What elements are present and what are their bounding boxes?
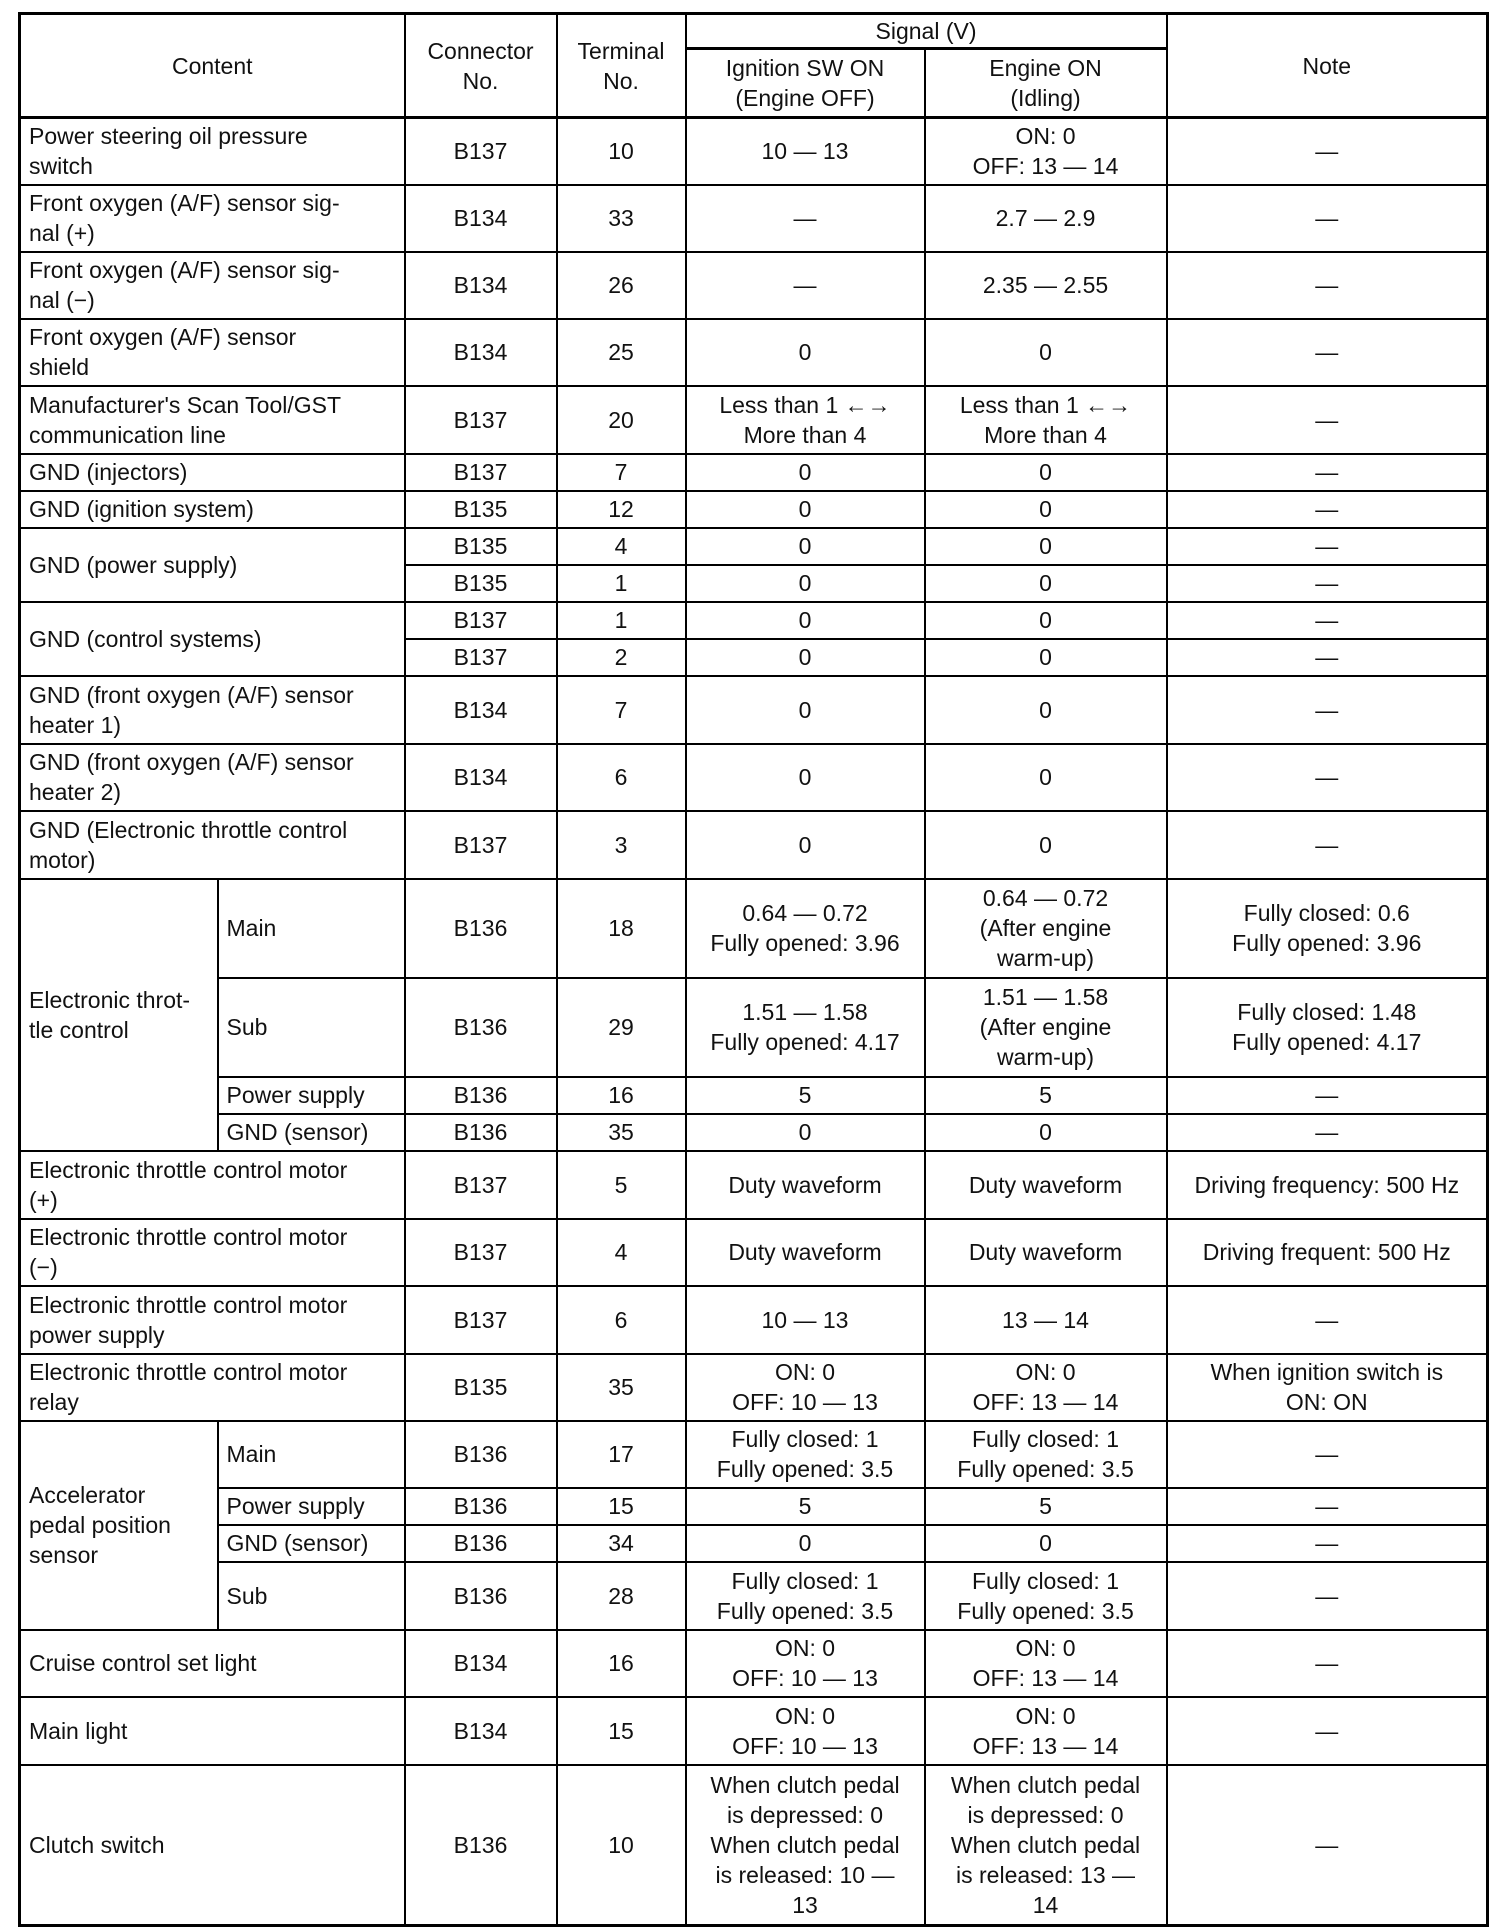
connector-cell: B137 — [405, 1219, 557, 1286]
terminal-cell: 6 — [557, 1286, 686, 1354]
connector-cell: B136 — [405, 1488, 557, 1525]
table-row — [20, 319, 1488, 386]
header-connector: Connector No. — [405, 14, 557, 118]
terminal-cell: 7 — [557, 454, 686, 491]
engine-signal-cell: Less than 1 ←→ More than 4 — [925, 386, 1167, 454]
content-cell: GND (front oxygen (A/F) sensor heater 1) — [20, 676, 405, 744]
header-note: Note — [1167, 14, 1488, 118]
note-cell: — — [1167, 1114, 1488, 1151]
engine-signal-cell: ON: 0 OFF: 13 — 14 — [925, 118, 1167, 185]
table-row — [20, 491, 1488, 528]
content-cell: Clutch switch — [20, 1765, 405, 1926]
ignition-signal-cell: 0 — [686, 811, 925, 879]
signal-table — [18, 12, 1489, 1927]
engine-signal-cell: Duty waveform — [925, 1151, 1167, 1219]
note-cell: Fully closed: 1.48 Fully opened: 4.17 — [1167, 978, 1488, 1077]
table-row — [20, 811, 1488, 879]
sub-content-cell: Main — [218, 1421, 405, 1488]
engine-signal-cell: 5 — [925, 1077, 1167, 1114]
engine-signal-cell: 0 — [925, 676, 1167, 744]
table-row — [20, 252, 1488, 319]
terminal-cell: 7 — [557, 676, 686, 744]
table-row — [20, 1525, 1488, 1562]
terminal-cell: 4 — [557, 528, 686, 565]
terminal-cell: 16 — [557, 1077, 686, 1114]
engine-signal-cell: 2.35 — 2.55 — [925, 252, 1167, 319]
ignition-signal-cell: Fully closed: 1 Fully opened: 3.5 — [686, 1421, 925, 1488]
note-cell: — — [1167, 1525, 1488, 1562]
note-cell: Fully closed: 0.6 Fully opened: 3.96 — [1167, 879, 1488, 978]
table-row — [20, 1697, 1488, 1765]
terminal-cell: 29 — [557, 978, 686, 1077]
ignition-signal-cell: 0 — [686, 491, 925, 528]
ignition-signal-cell: 0 — [686, 565, 925, 602]
ignition-signal-cell: 0 — [686, 639, 925, 676]
table-row — [20, 1077, 1488, 1114]
table-row — [20, 879, 1488, 978]
table-row — [20, 386, 1488, 454]
engine-signal-cell: 5 — [925, 1488, 1167, 1525]
table-row — [20, 1630, 1488, 1697]
ignition-signal-cell: 0.64 — 0.72 Fully opened: 3.96 — [686, 879, 925, 978]
ignition-signal-cell: 0 — [686, 454, 925, 491]
connector-cell: B135 — [405, 565, 557, 602]
table-row — [20, 1114, 1488, 1151]
table-row — [20, 1765, 1488, 1926]
content-cell: GND (Electronic throttle control motor) — [20, 811, 405, 879]
connector-cell: B135 — [405, 528, 557, 565]
content-cell: Cruise control set light — [20, 1630, 405, 1697]
terminal-cell: 12 — [557, 491, 686, 528]
table-row — [20, 118, 1488, 185]
engine-signal-cell: When clutch pedal is depressed: 0 When clutch pedal is released: 13 — 14 — [925, 1765, 1167, 1926]
connector-cell: B136 — [405, 978, 557, 1077]
terminal-cell: 4 — [557, 1219, 686, 1286]
note-cell: — — [1167, 1765, 1488, 1926]
terminal-cell: 5 — [557, 1151, 686, 1219]
table-row — [20, 1151, 1488, 1219]
table-row — [20, 454, 1488, 491]
terminal-cell: 20 — [557, 386, 686, 454]
terminal-cell: 28 — [557, 1562, 686, 1630]
note-cell: — — [1167, 386, 1488, 454]
terminal-cell: 34 — [557, 1525, 686, 1562]
engine-signal-cell: ON: 0 OFF: 13 — 14 — [925, 1630, 1167, 1697]
connector-cell: B136 — [405, 1525, 557, 1562]
table-row — [20, 978, 1488, 1077]
engine-signal-cell: 0 — [925, 639, 1167, 676]
sub-content-cell: Sub — [218, 978, 405, 1077]
note-cell: — — [1167, 1488, 1488, 1525]
terminal-cell: 10 — [557, 1765, 686, 1926]
ignition-signal-cell: — — [686, 252, 925, 319]
connector-cell: B135 — [405, 1354, 557, 1421]
content-cell: Electronic throttle control motor (+) — [20, 1151, 405, 1219]
engine-signal-cell: 0 — [925, 491, 1167, 528]
note-cell: — — [1167, 1077, 1488, 1114]
sub-content-cell: Main — [218, 879, 405, 978]
content-cell: Front oxygen (A/F) sensor sig- nal (+) — [20, 185, 405, 252]
terminal-cell: 15 — [557, 1697, 686, 1765]
note-cell: — — [1167, 1630, 1488, 1697]
table-row — [20, 1488, 1488, 1525]
ignition-signal-cell: Less than 1 ←→ More than 4 — [686, 386, 925, 454]
sub-content-cell: GND (sensor) — [218, 1114, 405, 1151]
note-cell: When ignition switch is ON: ON — [1167, 1354, 1488, 1421]
connector-cell: B134 — [405, 1697, 557, 1765]
note-cell: — — [1167, 528, 1488, 565]
engine-signal-cell: 0 — [925, 565, 1167, 602]
connector-cell: B137 — [405, 1286, 557, 1354]
terminal-cell: 17 — [557, 1421, 686, 1488]
table-body — [20, 118, 1488, 1926]
engine-signal-cell: 0 — [925, 602, 1167, 639]
connector-cell: B137 — [405, 454, 557, 491]
engine-signal-cell: Fully closed: 1 Fully opened: 3.5 — [925, 1421, 1167, 1488]
note-cell: — — [1167, 454, 1488, 491]
ignition-signal-cell: 0 — [686, 1114, 925, 1151]
engine-signal-cell: 0.64 — 0.72 (After engine warm-up) — [925, 879, 1167, 978]
terminal-cell: 26 — [557, 252, 686, 319]
note-cell: — — [1167, 565, 1488, 602]
ignition-signal-cell: Fully closed: 1 Fully opened: 3.5 — [686, 1562, 925, 1630]
terminal-cell: 33 — [557, 185, 686, 252]
content-cell: Electronic throttle control motor power supply — [20, 1286, 405, 1354]
note-cell: Driving frequent: 500 Hz — [1167, 1219, 1488, 1286]
terminal-cell: 6 — [557, 744, 686, 811]
connector-cell: B134 — [405, 185, 557, 252]
connector-cell: B136 — [405, 1077, 557, 1114]
table-row — [20, 602, 1488, 639]
note-cell: — — [1167, 1697, 1488, 1765]
table-row — [20, 676, 1488, 744]
header-engine-on: Engine ON (Idling) — [925, 49, 1167, 118]
connector-cell: B137 — [405, 386, 557, 454]
table-row — [20, 1562, 1488, 1630]
table-row — [20, 1421, 1488, 1488]
ignition-signal-cell: 0 — [686, 744, 925, 811]
connector-cell: B134 — [405, 676, 557, 744]
terminal-cell: 35 — [557, 1354, 686, 1421]
engine-signal-cell: ON: 0 OFF: 13 — 14 — [925, 1697, 1167, 1765]
content-cell: GND (injectors) — [20, 454, 405, 491]
engine-signal-cell: 0 — [925, 454, 1167, 491]
engine-signal-cell: 1.51 — 1.58 (After engine warm-up) — [925, 978, 1167, 1077]
connector-cell: B134 — [405, 744, 557, 811]
table-row — [20, 744, 1488, 811]
group-content-cell: Electronic throt- tle control — [20, 879, 218, 1151]
ignition-signal-cell: 5 — [686, 1077, 925, 1114]
table-row — [20, 1286, 1488, 1354]
connector-cell: B136 — [405, 879, 557, 978]
content-cell: Electronic throttle control motor (−) — [20, 1219, 405, 1286]
connector-cell: B134 — [405, 319, 557, 386]
note-cell: — — [1167, 1421, 1488, 1488]
ignition-signal-cell: 1.51 — 1.58 Fully opened: 4.17 — [686, 978, 925, 1077]
engine-signal-cell: 0 — [925, 1525, 1167, 1562]
table-row — [20, 528, 1488, 565]
table-row — [20, 1219, 1488, 1286]
content-cell: GND (ignition system) — [20, 491, 405, 528]
content-cell: GND (front oxygen (A/F) sensor heater 2) — [20, 744, 405, 811]
note-cell: Driving frequency: 500 Hz — [1167, 1151, 1488, 1219]
terminal-cell: 3 — [557, 811, 686, 879]
ignition-signal-cell: 0 — [686, 676, 925, 744]
ignition-signal-cell: When clutch pedal is depressed: 0 When clutch pedal is released: 10 — 13 — [686, 1765, 925, 1926]
connector-cell: B137 — [405, 811, 557, 879]
header-content: Content — [20, 14, 405, 118]
note-cell: — — [1167, 602, 1488, 639]
connector-cell: B137 — [405, 1151, 557, 1219]
ignition-signal-cell: 5 — [686, 1488, 925, 1525]
ignition-signal-cell: ON: 0 OFF: 10 — 13 — [686, 1697, 925, 1765]
note-cell: — — [1167, 118, 1488, 185]
group-content-cell: GND (power supply) — [20, 528, 405, 602]
note-cell: — — [1167, 811, 1488, 879]
ignition-signal-cell: 10 — 13 — [686, 118, 925, 185]
engine-signal-cell: ON: 0 OFF: 13 — 14 — [925, 1354, 1167, 1421]
content-cell: Front oxygen (A/F) sensor shield — [20, 319, 405, 386]
sub-content-cell: Power supply — [218, 1488, 405, 1525]
terminal-cell: 2 — [557, 639, 686, 676]
note-cell: — — [1167, 639, 1488, 676]
connector-cell: B137 — [405, 118, 557, 185]
connector-cell: B136 — [405, 1562, 557, 1630]
terminal-cell: 25 — [557, 319, 686, 386]
engine-signal-cell: 0 — [925, 811, 1167, 879]
terminal-cell: 16 — [557, 1630, 686, 1697]
connector-cell: B136 — [405, 1421, 557, 1488]
note-cell: — — [1167, 185, 1488, 252]
ignition-signal-cell: ON: 0 OFF: 10 — 13 — [686, 1354, 925, 1421]
connector-cell: B136 — [405, 1114, 557, 1151]
sub-content-cell: Power supply — [218, 1077, 405, 1114]
ignition-signal-cell: 0 — [686, 1525, 925, 1562]
engine-signal-cell: Fully closed: 1 Fully opened: 3.5 — [925, 1562, 1167, 1630]
connector-cell: B134 — [405, 252, 557, 319]
header-signal: Signal (V) — [686, 14, 1167, 49]
ignition-signal-cell: 0 — [686, 602, 925, 639]
terminal-cell: 1 — [557, 565, 686, 602]
content-cell: Electronic throttle control motor relay — [20, 1354, 405, 1421]
ignition-signal-cell: Duty waveform — [686, 1151, 925, 1219]
content-cell: Main light — [20, 1697, 405, 1765]
engine-signal-cell: 2.7 — 2.9 — [925, 185, 1167, 252]
note-cell: — — [1167, 676, 1488, 744]
terminal-cell: 35 — [557, 1114, 686, 1151]
terminal-cell: 10 — [557, 118, 686, 185]
terminal-cell: 1 — [557, 602, 686, 639]
group-content-cell: Accelerator pedal position sensor — [20, 1421, 218, 1630]
group-content-cell: GND (control systems) — [20, 602, 405, 676]
terminal-cell: 18 — [557, 879, 686, 978]
table-row — [20, 1354, 1488, 1421]
ignition-signal-cell: — — [686, 185, 925, 252]
note-cell: — — [1167, 491, 1488, 528]
header-ignition-sw-on: Ignition SW ON (Engine OFF) — [686, 49, 925, 118]
engine-signal-cell: 0 — [925, 528, 1167, 565]
note-cell: — — [1167, 319, 1488, 386]
engine-signal-cell: 0 — [925, 1114, 1167, 1151]
ignition-signal-cell: ON: 0 OFF: 10 — 13 — [686, 1630, 925, 1697]
sub-content-cell: Sub — [218, 1562, 405, 1630]
ignition-signal-cell: Duty waveform — [686, 1219, 925, 1286]
note-cell: — — [1167, 1562, 1488, 1630]
ignition-signal-cell: 0 — [686, 319, 925, 386]
connector-cell: B136 — [405, 1765, 557, 1926]
engine-signal-cell: 0 — [925, 744, 1167, 811]
content-cell: Manufacturer's Scan Tool/GST communication line — [20, 386, 405, 454]
engine-signal-cell: 13 — 14 — [925, 1286, 1167, 1354]
note-cell: — — [1167, 1286, 1488, 1354]
ignition-signal-cell: 0 — [686, 528, 925, 565]
engine-signal-cell: Duty waveform — [925, 1219, 1167, 1286]
table-row — [20, 185, 1488, 252]
content-cell: Power steering oil pressure switch — [20, 118, 405, 185]
connector-cell: B137 — [405, 602, 557, 639]
note-cell: — — [1167, 744, 1488, 811]
connector-cell: B134 — [405, 1630, 557, 1697]
connector-cell: B135 — [405, 491, 557, 528]
content-cell: Front oxygen (A/F) sensor sig- nal (−) — [20, 252, 405, 319]
terminal-cell: 15 — [557, 1488, 686, 1525]
header-terminal: Terminal No. — [557, 14, 686, 118]
connector-cell: B137 — [405, 639, 557, 676]
sub-content-cell: GND (sensor) — [218, 1525, 405, 1562]
engine-signal-cell: 0 — [925, 319, 1167, 386]
note-cell: — — [1167, 252, 1488, 319]
ignition-signal-cell: 10 — 13 — [686, 1286, 925, 1354]
